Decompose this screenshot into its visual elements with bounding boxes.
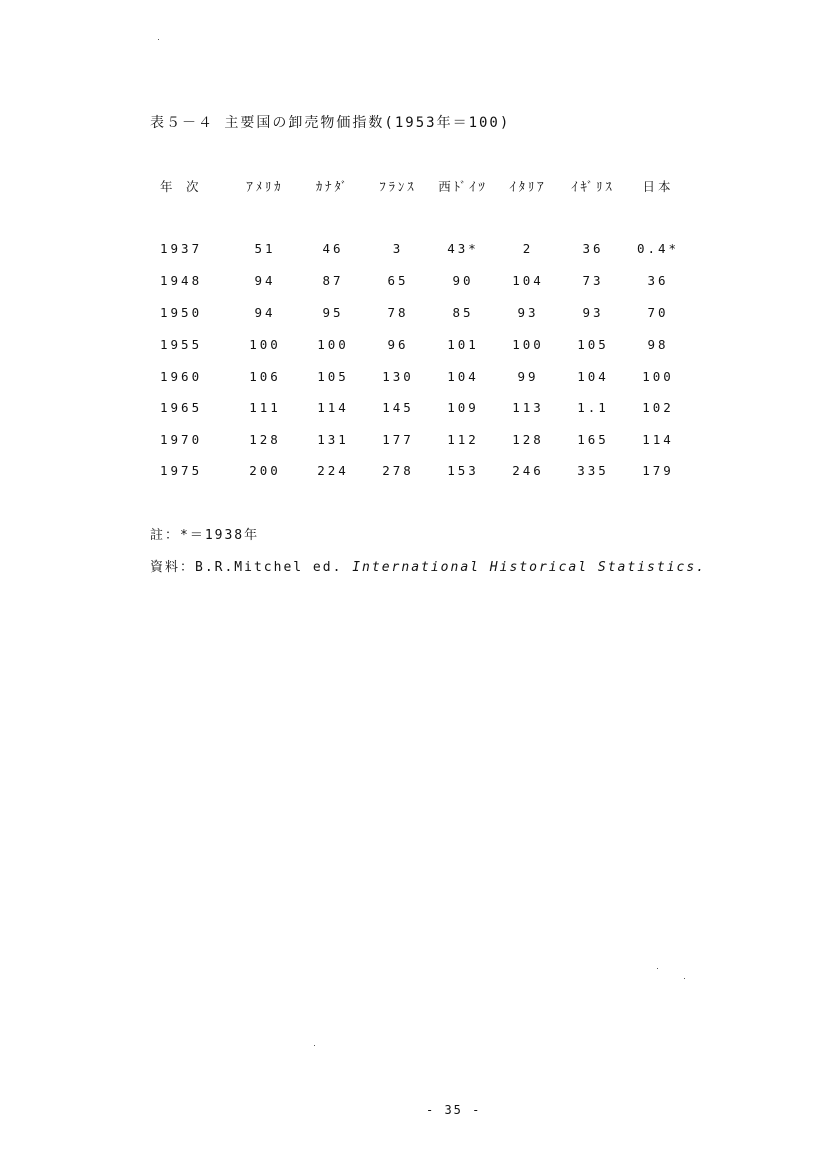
- row-year: 1960: [160, 369, 203, 384]
- table-cell: 335: [577, 463, 609, 478]
- page-number: - 35 -: [426, 1103, 482, 1117]
- column-header: ｱﾒﾘｶ: [246, 179, 284, 194]
- table-cell: 93: [517, 305, 539, 320]
- table-cell: 87: [322, 273, 344, 288]
- table-cell: 104: [447, 369, 479, 384]
- table-cell: 1.1: [577, 400, 609, 415]
- table-cell: 36: [582, 241, 604, 256]
- table-cell: 102: [642, 400, 674, 415]
- table-title: 表５－４ 主要国の卸売物価指数(1953年＝100): [150, 115, 511, 131]
- column-header: 西ﾄﾞｲﾂ: [438, 179, 488, 194]
- scan-speck: [314, 1045, 315, 1046]
- table-cell: 145: [382, 400, 414, 415]
- table-cell: 128: [512, 432, 544, 447]
- table-cell: 224: [317, 463, 349, 478]
- scan-speck: [657, 968, 658, 969]
- table-cell: 278: [382, 463, 414, 478]
- table-cell: 104: [577, 369, 609, 384]
- table-cell: 99: [517, 369, 539, 384]
- table-cell: 104: [512, 273, 544, 288]
- scan-speck: [158, 39, 159, 40]
- row-year: 1955: [160, 337, 203, 352]
- table-cell: 100: [249, 337, 281, 352]
- column-header: ﾌﾗﾝｽ: [379, 179, 417, 194]
- row-year: 1950: [160, 305, 203, 320]
- table-cell: 70: [647, 305, 669, 320]
- table-cell: 100: [642, 369, 674, 384]
- table-cell: 111: [249, 400, 281, 415]
- table-cell: 2: [522, 241, 534, 256]
- table-cell: 130: [382, 369, 414, 384]
- table-cell: 177: [382, 432, 414, 447]
- table-cell: 131: [317, 432, 349, 447]
- table-cell: 128: [249, 432, 281, 447]
- table-note: 註：*＝1938年: [150, 528, 260, 543]
- row-year: 1975: [160, 463, 203, 478]
- column-header: ｲｷﾞﾘｽ: [571, 179, 615, 194]
- table-cell: 105: [577, 337, 609, 352]
- table-cell: 246: [512, 463, 544, 478]
- table-cell: 200: [249, 463, 281, 478]
- row-year: 1970: [160, 432, 203, 447]
- table-cell: 105: [317, 369, 349, 384]
- table-cell: 98: [647, 337, 669, 352]
- table-cell: 3: [392, 241, 404, 256]
- table-cell: 94: [254, 273, 276, 288]
- row-year: 1937: [160, 241, 203, 256]
- table-cell: 106: [249, 369, 281, 384]
- table-cell: 101: [447, 337, 479, 352]
- table-cell: 43*: [447, 241, 479, 256]
- row-year: 1965: [160, 400, 203, 415]
- table-cell: 36: [647, 273, 669, 288]
- column-header: 年 次: [160, 179, 202, 194]
- table-cell: 73: [582, 273, 604, 288]
- table-cell: 100: [317, 337, 349, 352]
- column-header: ｶﾅﾀﾞ: [315, 179, 350, 194]
- table-cell: 46: [322, 241, 344, 256]
- table-cell: 85: [452, 305, 474, 320]
- table-cell: 165: [577, 432, 609, 447]
- table-cell: 100: [512, 337, 544, 352]
- row-year: 1948: [160, 273, 203, 288]
- table-cell: 109: [447, 400, 479, 415]
- table-cell: 0.4*: [636, 241, 680, 256]
- table-source: [150, 556, 706, 575]
- table-cell: 113: [512, 400, 544, 415]
- scan-speck: [684, 978, 685, 979]
- table-cell: 153: [447, 463, 479, 478]
- column-header: 日本: [642, 179, 674, 194]
- table-cell: 90: [452, 273, 474, 288]
- table-cell: 114: [642, 432, 674, 447]
- table-cell: 179: [642, 463, 674, 478]
- column-header: ｲﾀﾘｱ: [509, 179, 547, 194]
- table-cell: 112: [447, 432, 479, 447]
- table-cell: 114: [317, 400, 349, 415]
- table-cell: 96: [387, 337, 409, 352]
- table-cell: 93: [582, 305, 604, 320]
- source-title: International Historical Statistics.: [352, 560, 706, 575]
- table-cell: 95: [322, 305, 344, 320]
- table-cell: 51: [254, 241, 276, 256]
- table-cell: 65: [387, 273, 409, 288]
- source-prefix: 資料：B.R.Mitchel ed.: [150, 560, 343, 575]
- table-cell: 94: [254, 305, 276, 320]
- table-cell: 78: [387, 305, 409, 320]
